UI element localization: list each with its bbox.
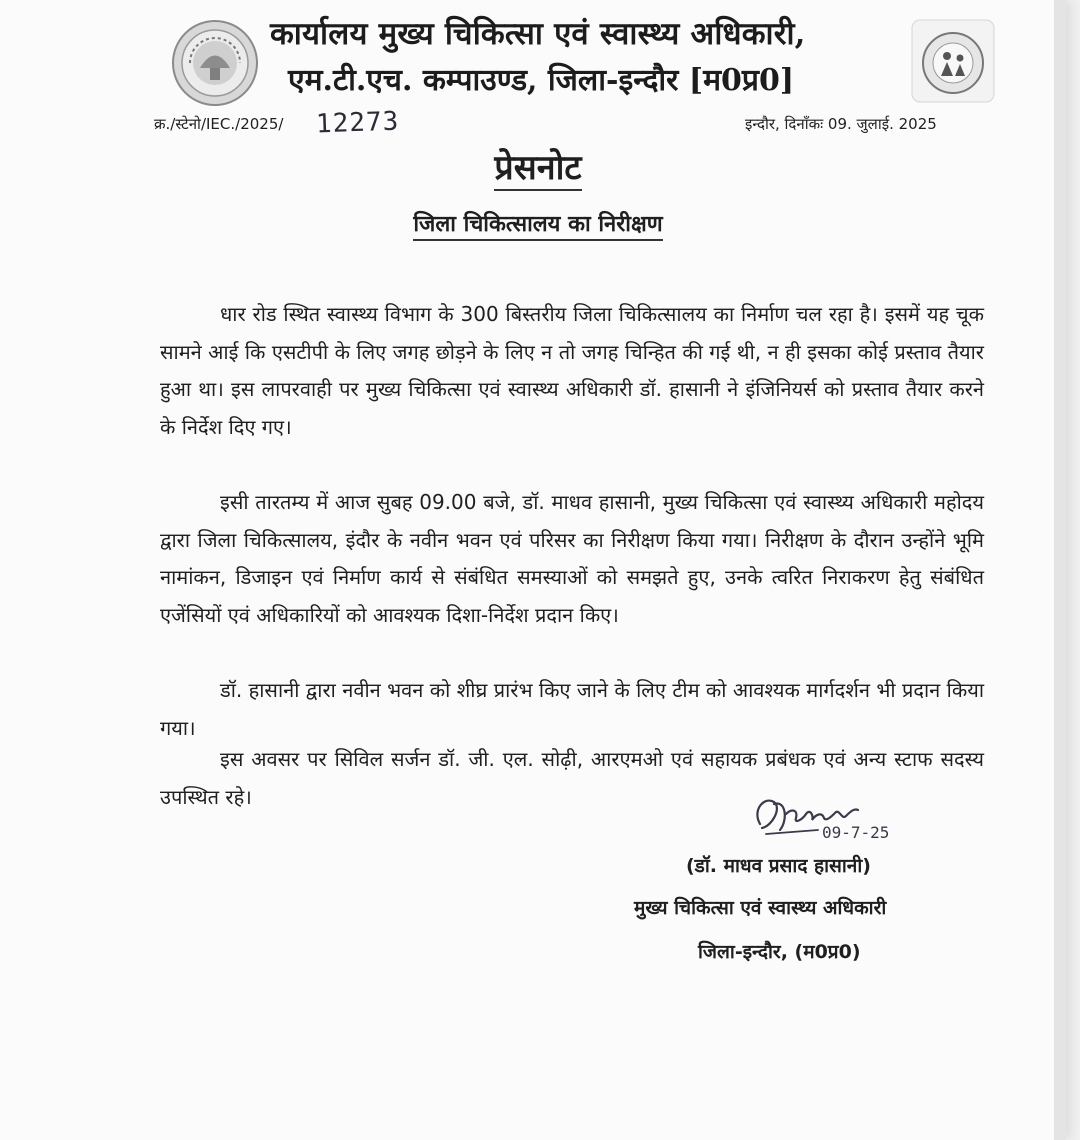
handwritten-signature [746, 790, 916, 845]
state-emblem-seal-icon [170, 18, 260, 108]
signature-date: 09-7-25 [822, 823, 890, 842]
subject-heading [0, 208, 1078, 238]
signatory-name: (डॉ. माधव प्रसाद हासानी) [686, 855, 871, 877]
press-note-title [0, 143, 1078, 189]
signatory-designation: मुख्य चिकित्सा एवं स्वास्थ्य अधिकारी [634, 897, 887, 919]
body-paragraph-4: इस अवसर पर सिविल सर्जन डॉ. जी. एल. सोढ़ी, आरएमओ एवं सहायक प्रबंधक एवं अन्य स्टाफ सदस्य उपस्थित रहे। [160, 747, 984, 809]
signatory-district: जिला-इन्दौर, (म0प्र0) [698, 941, 861, 963]
body-paragraph-2: इसी तारतम्य में आज सुबह 09.00 बजे, डॉ. माधव हासानी, मुख्य चिकित्सा एवं स्वास्थ्य अधिकारी महोदय द्वारा जिला चिकित्सालय, इंदौर के नवीन भवन एवं परिसर का निरीक्षण किया गया। निरीक्षण के दौरान उन्होंने भूमि नामांकन, डिजाइन एवं निर्माण कार्य से संबंधित समस्याओं को समझते हुए, उनके त्वरित निराकरण हेतु संबंधित एजेंसियों एवं अधिकारियों को आवश्यक दिशा-निर्देश प्रदान किए। [160, 490, 984, 627]
body-paragraph-1: धार रोड स्थित स्वास्थ्य विभाग के 300 बिस्तरीय जिला चिकित्सालय का निर्माण चल रहा है। इसमें यह चूक सामने आई कि एसटीपी के लिए जगह छोड़ने के लिए न तो जगह चिन्हित की गई थी, न ही इसका कोई प्रस्ताव तैयार हुआ था। इस लापरवाही पर मुख्य चिकित्सा एवं स्वास्थ्य अधिकारी डॉ. हासानी ने इंजिनियर्स को प्रस्ताव तैयार करने के निर्देश दिए गए। [160, 302, 984, 439]
health-mission-logo-icon [910, 18, 996, 104]
handwritten-reference-number: 12273 [315, 106, 400, 140]
office-address-line2: एम.टी.एच. कम्पाउण्ड, जिला-इन्दौर [म0प्र0] [288, 63, 795, 98]
body-paragraph-3: डॉ. हासानी द्वारा नवीन भवन को शीघ्र प्रारंभ किए जाने के लिए टीम को आवश्यक मार्गदर्शन भी प्रदान किया गया। [160, 678, 984, 740]
place-and-date: इन्दौर, दिनाँकः 09. जुलाई. 2025 [745, 115, 937, 133]
office-name-line1: कार्यालय मुख्य चिकित्सा एवं स्वास्थ्य अधिकारी, [270, 16, 806, 52]
reference-number: क्र./स्टेनो/IEC./2025/ [154, 115, 284, 133]
press-note-title-text: प्रेसनोट [494, 148, 581, 191]
subject-heading-text: जिला चिकित्सालय का निरीक्षण [413, 212, 662, 241]
